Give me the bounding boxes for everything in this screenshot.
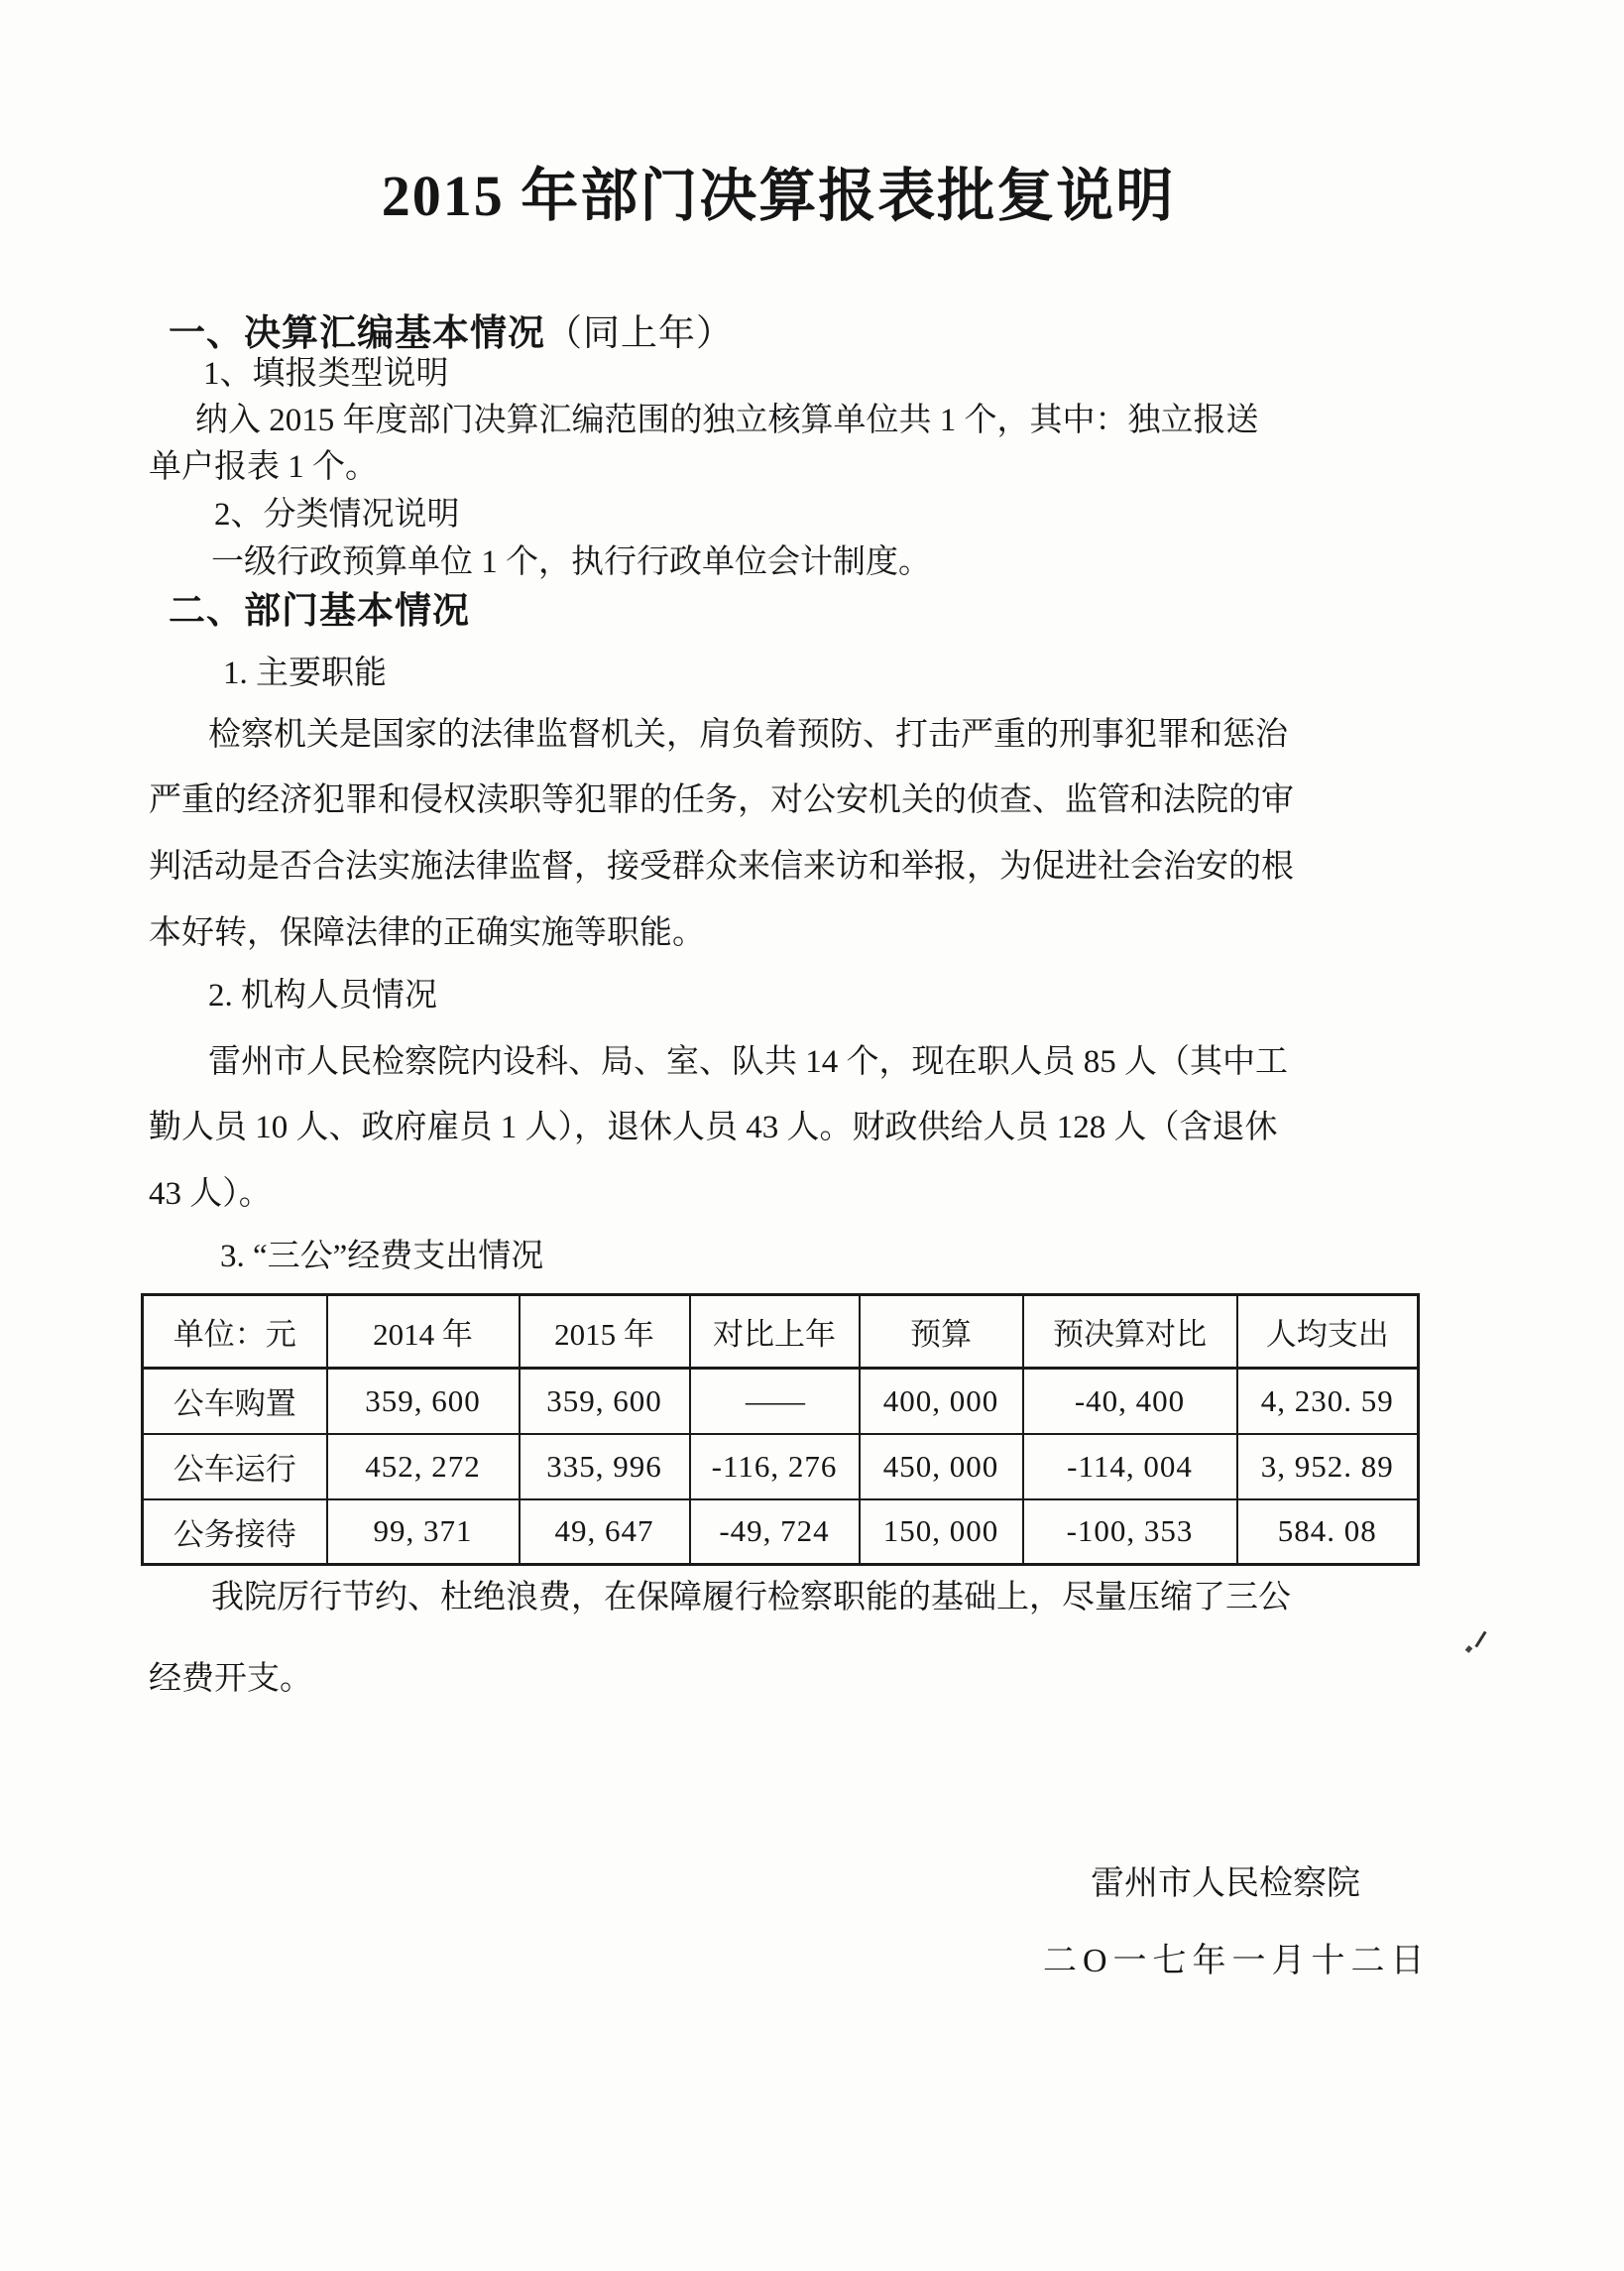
table-header-cell: 预算 xyxy=(860,1295,1023,1369)
section1-heading xyxy=(169,312,734,356)
section2-item2-line: 雷州市人民检察院内设科、局、室、队共 14 个，现在职人员 85 人（其中工 xyxy=(208,1044,1288,1080)
scan-artifact-mark xyxy=(1465,1645,1473,1653)
document-title: 2015 年部门决算报表批复说明 xyxy=(381,164,1176,228)
closing-line: 我院厉行节约、杜绝浪费，在保障履行检察职能的基础上，尽量压缩了三公 xyxy=(211,1580,1291,1615)
table-cell: 49, 647 xyxy=(520,1499,690,1565)
section1-item2-body: 一级行政预算单位 1 个，执行行政单位会计制度。 xyxy=(211,544,931,580)
section2-item2-line: 43 人）。 xyxy=(149,1176,272,1212)
table-cell: 3, 952. 89 xyxy=(1237,1434,1419,1499)
section2-item1-title: 1. 主要职能 xyxy=(223,656,387,691)
section2-item1-line: 判活动是否合法实施法律监督，接受群众来信来访和举报，为促进社会治安的根 xyxy=(149,849,1294,885)
table-header-cell: 对比上年 xyxy=(690,1295,860,1369)
table-header-cell: 2015 年 xyxy=(520,1295,690,1369)
table-cell: 99, 371 xyxy=(327,1499,520,1565)
table-cell: 452, 272 xyxy=(327,1434,520,1499)
section2-heading: 二、部门基本情况 xyxy=(169,591,470,632)
table-row xyxy=(143,1434,1419,1499)
table-cell: 450, 000 xyxy=(860,1434,1023,1499)
section1-item1-line2: 单户报表 1 个。 xyxy=(149,449,378,485)
section2-item1-line: 严重的经济犯罪和侵权渎职等犯罪的任务，对公安机关的侦查、监管和法院的审 xyxy=(149,782,1294,818)
three-public-expense-table xyxy=(141,1293,1420,1566)
table-cell: 4, 230. 59 xyxy=(1237,1369,1419,1434)
table-row-label: 公务接待 xyxy=(143,1499,327,1565)
section1-heading-paren: （同上年） xyxy=(545,313,734,354)
section1-item2-title: 2、分类情况说明 xyxy=(214,497,460,533)
table-cell: -116, 276 xyxy=(690,1434,860,1499)
section2-item2-title: 2. 机构人员情况 xyxy=(208,978,437,1014)
closing-line: 经费开支。 xyxy=(149,1661,312,1697)
table-header-row xyxy=(143,1295,1419,1369)
section1-item1-title: 1、填报类型说明 xyxy=(203,356,449,392)
table-header-cell: 2014 年 xyxy=(327,1295,520,1369)
table-cell: 359, 600 xyxy=(520,1369,690,1434)
section1-item1-line1: 纳入 2015 年度部门决算汇编范围的独立核算单位共 1 个，其中：独立报送 xyxy=(195,403,1259,438)
section2-item3-title: 3. “三公”经费支出情况 xyxy=(220,1239,544,1274)
table-cell: 400, 000 xyxy=(860,1369,1023,1434)
table-row xyxy=(143,1369,1419,1434)
signature-date: 二O一七年一月十二日 xyxy=(1043,1943,1431,1979)
table-cell: 359, 600 xyxy=(327,1369,520,1434)
signature-organization: 雷州市人民检察院 xyxy=(1091,1865,1360,1902)
scan-artifact-mark xyxy=(1474,1631,1486,1648)
table-cell: -100, 353 xyxy=(1023,1499,1237,1565)
section2-item1-line: 本好转，保障法律的正确实施等职能。 xyxy=(149,915,705,951)
section1-heading-text: 一、决算汇编基本情况 xyxy=(169,313,545,354)
table-cell: 335, 996 xyxy=(520,1434,690,1499)
table-cell: -114, 004 xyxy=(1023,1434,1237,1499)
table-header-cell: 单位：元 xyxy=(143,1295,327,1369)
table-row-label: 公车运行 xyxy=(143,1434,327,1499)
section2-item1-line: 检察机关是国家的法律监督机关，肩负着预防、打击严重的刑事犯罪和惩治 xyxy=(208,717,1288,753)
table-header-cell: 人均支出 xyxy=(1237,1295,1419,1369)
table-cell: 150, 000 xyxy=(860,1499,1023,1565)
table-header-cell: 预决算对比 xyxy=(1023,1295,1237,1369)
table-cell: -40, 400 xyxy=(1023,1369,1237,1434)
table-cell: -49, 724 xyxy=(690,1499,860,1565)
section2-item2-line: 勤人员 10 人、政府雇员 1 人），退休人员 43 人。财政供给人员 128 人（含退休 xyxy=(149,1110,1278,1145)
table-cell: 584. 08 xyxy=(1237,1499,1419,1565)
table-row xyxy=(143,1499,1419,1565)
table-row-label: 公车购置 xyxy=(143,1369,327,1434)
table-cell: —— xyxy=(690,1369,860,1434)
